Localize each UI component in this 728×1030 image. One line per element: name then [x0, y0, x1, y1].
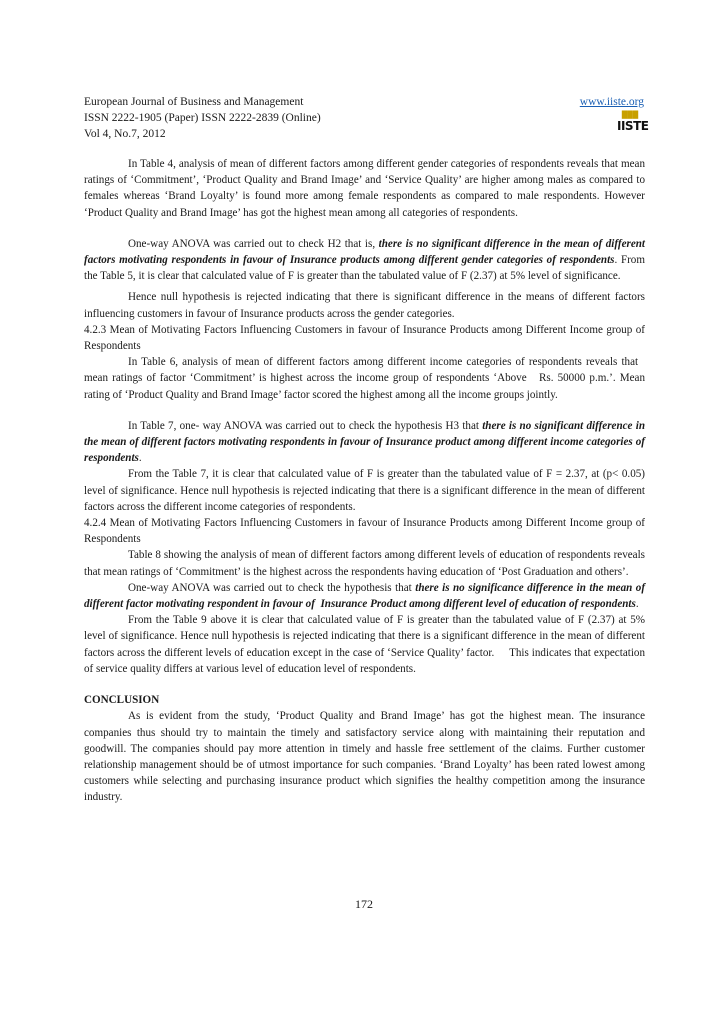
text-run: . [635, 598, 639, 611]
paragraph-anova-h3 [84, 418, 645, 467]
paragraph-table4: In Table 4, analysis of mean of different factors among different gender categories of respondents reveals that mean ratings of ‘Commitment’, ‘Product Quality and Brand Image’ and ‘Service Quality’ are higher among males as compared to females whereas ‘Brand Loyalty’ is found more among female respondents as compared to male respondents. However ‘Product Quality and Brand Image’ has got the highest mean among all categories of respondents. [84, 158, 645, 219]
hypothesis-h3: there is no significant difference in the mean of different factors motivating respondents in favour of Insurance product among different income categories of respondents [84, 419, 645, 465]
logo-mark: ███ [621, 111, 639, 119]
text-run: One-way ANOVA was carried out to check the hypothesis that [128, 581, 416, 594]
hypothesis-education: there is no significance difference in the mean of different factor motivating respondent in favour of Insurance Product among different level of education of respondents [84, 581, 646, 611]
issn-line: ISSN 2222-1905 (Paper) ISSN 2222-2839 (Online) [84, 112, 321, 124]
conclusion-heading: CONCLUSION [84, 694, 160, 707]
paragraph-table6: In Table 6, analysis of mean of different factors among different income categories of respondents reveals that mean ratings of factor ‘Commitment’ is highest across the income group of respondents ‘Above Rs. 50000 p.m.’. Mean rating of ‘Product Quality and Brand Image’ factor scored the highest among all the income groups jointly. [84, 356, 645, 401]
journal-title: European Journal of Business and Management [84, 96, 304, 108]
section-heading-4-2-4: 4.2.4 Mean of Motivating Factors Influencing Customers in favour of Insurance Products among Different Income group of Respondents [84, 517, 645, 546]
text-run: One-way ANOVA was carried out to check H2 that is, [128, 237, 379, 250]
journal-header [84, 94, 649, 142]
article-body [84, 156, 645, 806]
hypothesis-h2: there is no significant difference in the mean of different factors motivating respondents in favour of Insurance products among different gender categories of respondents [84, 237, 645, 267]
paragraph-conclusion: As is evident from the study, ‘Product Quality and Brand Image’ has got the highest mean. The insurance companies thus should try to maintain the timely and satisfactory service along with maintaining their reputation and goodwill. The companies should pay more attention in timely and hassle free settlement of the claims. Further customer relationship management should be of utmost importance for such companies. ‘Brand Loyalty’ has been rated lowest among customers while selecting and purchasing insurance product which signifies the healthy competition among the insurance industry. [84, 710, 645, 804]
logo-text: IISTE [617, 119, 649, 133]
page-number: 172 [355, 897, 373, 911]
volume-line: Vol 4, No.7, 2012 [84, 128, 166, 140]
paragraph-table7: From the Table 7, it is clear that calculated value of F is greater than the tabulated value of F = 2.37, at (p< 0.05) level of significance. Hence null hypothesis is rejected indicating that there is a significant difference in the mean of different factors across the different income categories of respondents. [84, 468, 645, 513]
journal-url-link[interactable]: www.iiste.org [579, 96, 644, 108]
paragraph-table8: Table 8 showing the analysis of mean of different factors among different levels of education of respondents reveals that mean ratings of ‘Commitment’ is the highest across the respondents having education of ‘Post Graduation and others’. [84, 549, 645, 578]
text-run: . From the Table 5, it is clear that calculated value of F is greater than the tabulated value of F (2.37) at 5% level of significance. [84, 254, 645, 283]
text-run: . [138, 452, 142, 465]
section-heading-4-2-3: 4.2.3 Mean of Motivating Factors Influencing Customers in favour of Insurance Products among Different Income group of Respondents [84, 323, 645, 353]
paragraph-table9: From the Table 9 above it is clear that calculated value of F is greater than the tabulated value of F (2.37) at 5% level of significance. Hence null hypothesis is rejected indicating that there is a significant difference in the mean of different factors across the different levels of education except in the case of ‘Service Quality’ factor. This indicates that expectation of service quality differs at various level of education level of respondents. [84, 614, 645, 675]
iiste-logo-icon [617, 111, 649, 135]
text-run: In Table 7, one- way ANOVA was carried out to check the hypothesis H3 that [128, 419, 483, 432]
paragraph-null-rejected-gender: Hence null hypothesis is rejected indicating that there is significant difference in the means of different factors influencing customers in favour of Insurance products across the gender categories. [84, 291, 645, 320]
paragraph-anova-education [84, 580, 645, 612]
paragraph-anova-h2 [84, 236, 645, 285]
